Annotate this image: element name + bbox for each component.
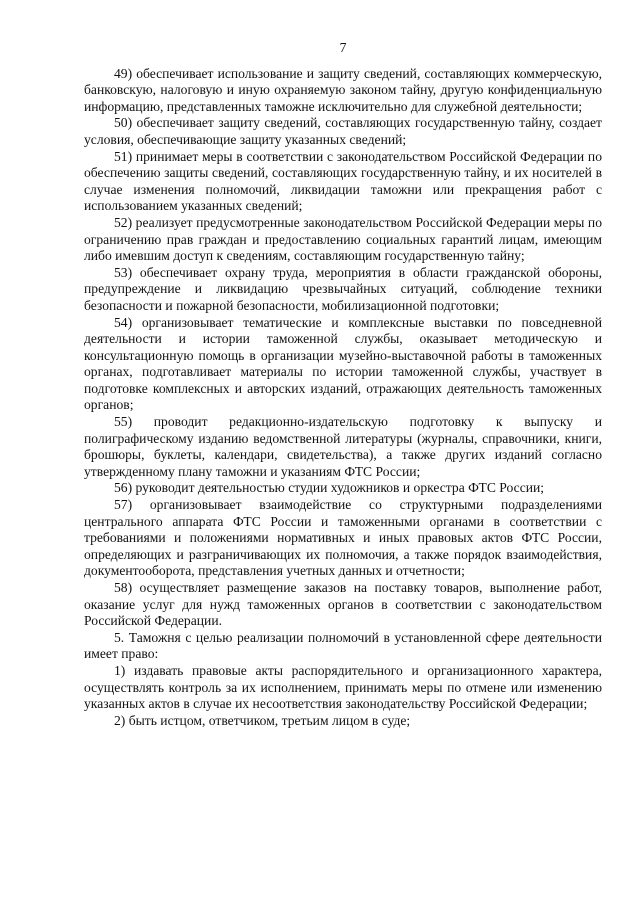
paragraph-item-54: 54) организовывает тематические и комплексные выставки по повседневной деятельности и истории таможенной службы, оказывает методическую и консультационную помощь в организации музейно-выставочной работы в таможенных органах, подготавливает материалы по истории таможенной службы, участвует в подготовке комплексных и авторских изданий, отражающих деятельность таможенных органов; (84, 314, 602, 413)
paragraph-item-49: 49) обеспечивает использование и защиту сведений, составляющих коммерческую, банковскую, налоговую и иную охраняемую законом тайну, другую конфиденциальную информацию, представленных таможне исключительно для служебной деятельности; (84, 65, 602, 114)
paragraph-item-52: 52) реализует предусмотренные законодательством Российской Федерации меры по ограничению прав граждан и предоставлению социальных гарантий лицам, имеющим либо имевшим доступ к сведениям, составляющим государственную тайну; (84, 214, 602, 264)
right-item-1: 1) издавать правовые акты распорядительного и организационного характера, осуществлять контроль за их исполнением, принимать меры по отмене или изменению указанных актов в случае их несоответствия законодательству Российской Федерации; (84, 662, 602, 712)
paragraph-item-50: 50) обеспечивает защиту сведений, составляющих государственную тайну, создает условия, обеспечивающие защиту указанных сведений; (84, 115, 602, 147)
section-5-heading: 5. Таможня с целью реализации полномочий в установленной сфере деятельности имеет право: (84, 629, 602, 662)
paragraph-item-55: 55) проводит редакционно-издательскую подготовку к выпуску и полиграфическому изданию ведомственной литературы (журналы, справочники, книги, брошюры, буклеты, календари, свидетельства), а также других изданий согласно утвержденному плану таможни и указаниям ФТС России; (84, 414, 602, 479)
paragraph-item-57: 57) организовывает взаимодействие со структурными подразделениями центрального аппарата ФТС России и таможенными органами в соответствии с требованиями и положениями нормативных и иных правовых актов ФТС России, определяющих и разграничивающих их полномочия, а также порядок взаимодействия, документооборота, представления учетных данных и отчетности; (84, 497, 602, 579)
page-number: 7 (339, 40, 347, 55)
paragraph-item-58: 58) осуществляет размещение заказов на поставку товаров, выполнение работ, оказание услуг для нужд таможенных органов в соответствии с законодательством Российской Федерации. (84, 580, 602, 629)
right-item-2: 2) быть истцом, ответчиком, третьим лицом в суде; (114, 712, 411, 728)
paragraph-item-51: 51) принимает меры в соответствии с законодательством Российской Федерации по обеспечению защиты сведений, составляющих государственную тайну, и их носителей в случае изменения полномочий, ликвидации таможни или прекращения работ с использованием указанных сведений; (84, 148, 602, 214)
paragraph-item-56: 56) руководит деятельностью студии художников и оркестра ФТС России; (114, 480, 545, 496)
paragraph-item-53: 53) обеспечивает охрану труда, мероприятия в области гражданской обороны, предупреждение и ликвидацию чрезвычайных ситуаций, соблюдение техники безопасности и пожарной безопасности, мобилизационной подготовки; (84, 264, 602, 313)
